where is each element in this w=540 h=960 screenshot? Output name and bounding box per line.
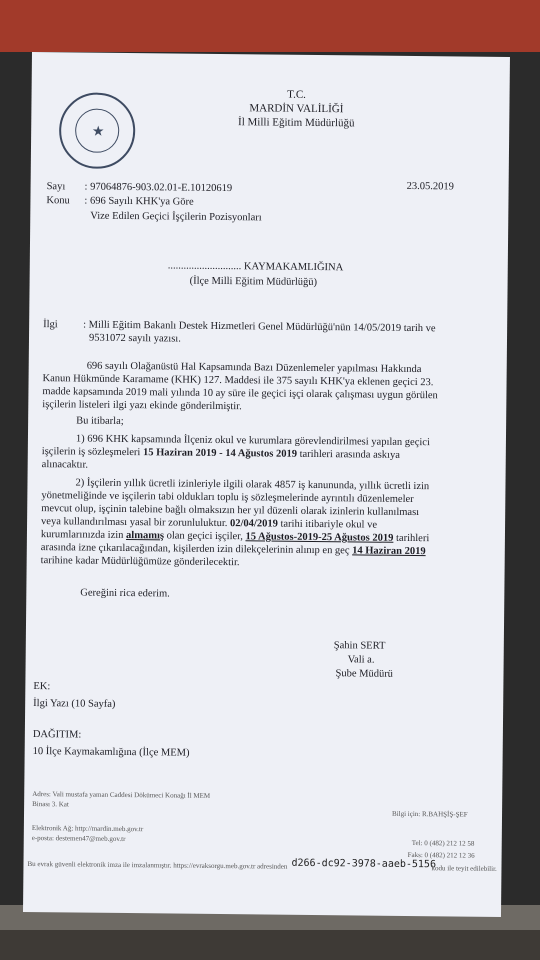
- dagitim-label: DAĞITIM:: [32, 729, 82, 741]
- meb-seal-logo: [59, 92, 136, 169]
- document-page: [23, 52, 510, 917]
- p1-line1: 696 sayılı Olağanüstü Hal Kapsamında Bazı Düzenlemeler yapılması Hakkında: [86, 360, 422, 376]
- p4-line7: tarihine kadar Müdürlüğümüze gönderilecektir.: [40, 555, 240, 569]
- ilgi-label: İlgi: [43, 319, 58, 331]
- footer-faks: Faks: 0 (482) 212 12 36: [407, 850, 475, 860]
- background-top: [0, 0, 540, 52]
- header-valilik: MARDİN VALİLİĞİ: [249, 102, 344, 116]
- p4-line5: kurumlarınızda izin almamış olan geçici işçiler, 15 Ağustos-2019-25 Ağustos 2019 tarihleri: [40, 529, 430, 545]
- p1-line2: Kanun Hükmünde Karamame (KHK) 127. Maddesi ile 375 sayılı KHK'ya eklenen geçici 23.: [42, 373, 434, 389]
- konu-line1: : 696 Sayılı KHK'ya Göre: [84, 195, 194, 208]
- signature-title2: Şube Müdürü: [335, 668, 394, 680]
- footer-bilgi: Bilgi için: R.BAHŞİŞ-ŞEF: [392, 809, 468, 819]
- ilgi-line1: : Milli Eğitim Bakanlı Destek Hizmetleri Genel Müdürlüğü'nün 14/05/2019 tarih ve: [83, 319, 436, 335]
- p4-line4: veya kullandırılması yasal bir zorunluluktur. 02/04/2019 tarihi itibariyle okul ve: [41, 516, 378, 531]
- footer-email: e-posta: destemen47@meb.gov.tr: [31, 834, 126, 844]
- recipient-line2: (İlçe Milli Eğitim Müdürlüğü): [189, 275, 318, 288]
- p4-line1: 2) İşçilerin yıllık ücretli izinleriyle ilgili olarak 4857 iş kanununda, yıllık ücretli izin: [75, 477, 430, 493]
- seal-inner-ring: [75, 108, 119, 152]
- signature-name: Şahin SERT: [333, 640, 386, 652]
- header-tc: T.C.: [287, 88, 307, 101]
- ilgi-line2: 9531072 sayılı yazısı.: [88, 332, 181, 345]
- seal-star-icon: ★: [91, 124, 105, 140]
- recipient-line1: ............................ KAYMAKAMLIĞINA: [167, 260, 344, 274]
- header-mudurluk: İl Milli Eğitim Müdürlüğü: [237, 116, 355, 130]
- footer-verify-text: Bu evrak güvenli elektronik imza ile imzalanmıştır. https://evraksorgu.meb.gov.tr adresinden: [27, 859, 288, 871]
- p4-line6: arasında izne çıkarılacağından, kişilerden izin dilekçelerinin alınıp en geç 14 Haziran 2019: [40, 542, 426, 558]
- p1-line4: işçilerin listeleri ilgi yazı ekinde gönderilmiştir.: [42, 399, 242, 413]
- p3-line3: alınacaktır.: [41, 459, 89, 471]
- footer-verify-code: d266-dc92-3978-aaeb-5156: [291, 857, 437, 871]
- p4-line2: yönetmeliğinde ve işçilerin tabi oldukları toplu iş sözleşmelerinde ayrıntılı düzenlemeler: [41, 490, 414, 506]
- konu-label: Konu: [46, 195, 70, 207]
- p2-text: Bu itibarla;: [76, 415, 124, 427]
- document-date: 23.05.2019: [406, 180, 454, 193]
- background-floor-shadow: [0, 930, 540, 960]
- p3-line2: işçilerin iş sözleşmeleri 15 Haziran 2019 - 14 Ağustos 2019 tarihleri arasında askıya: [41, 446, 400, 461]
- footer-tel: Tel: 0 (482) 212 12 58: [411, 839, 475, 848]
- footer-address: Adres: Vali mustafa yaman Caddesi Dökümeci Konağı İl MEM: [32, 790, 211, 800]
- closing-text: Gereğini rica ederim.: [80, 587, 170, 600]
- p4-line3: mevcut olup, işçinin talebine bağlı olmaksızın her yıl düzenli olarak izinlerin kullanılması: [41, 503, 420, 519]
- footer-address2: Binası 3. Kat: [32, 800, 69, 809]
- p1-line3: madde kapsamında 2019 mali yılında 10 ay süre ile geçici işçi olarak çalışması uygun görülen: [42, 386, 438, 402]
- footer-verify-end: kodu ile teyit edilebilir.: [431, 864, 497, 873]
- ek-label: EK:: [33, 681, 51, 693]
- dagitim-item: 10 İlçe Kaymakamlığına (İlçe MEM): [32, 746, 190, 759]
- ek-item: İlgi Yazı (10 Sayfa): [33, 698, 116, 710]
- sayi-label: Sayı: [46, 181, 66, 193]
- footer-web: Elektronik Ağ: http://mardin.meb.gov.tr: [31, 824, 144, 834]
- konu-line2: Vize Edilen Geçici İşçilerin Pozisyonları: [90, 210, 262, 224]
- signature-title1: Vali a.: [347, 654, 375, 666]
- p3-line1: 1) 696 KHK kapsamında İlçeniz okul ve kurumlara görevlendirilmesi yapılan geçici: [75, 433, 430, 449]
- sayi-value: : 97064876-903.02.01-E.10120619: [84, 181, 233, 195]
